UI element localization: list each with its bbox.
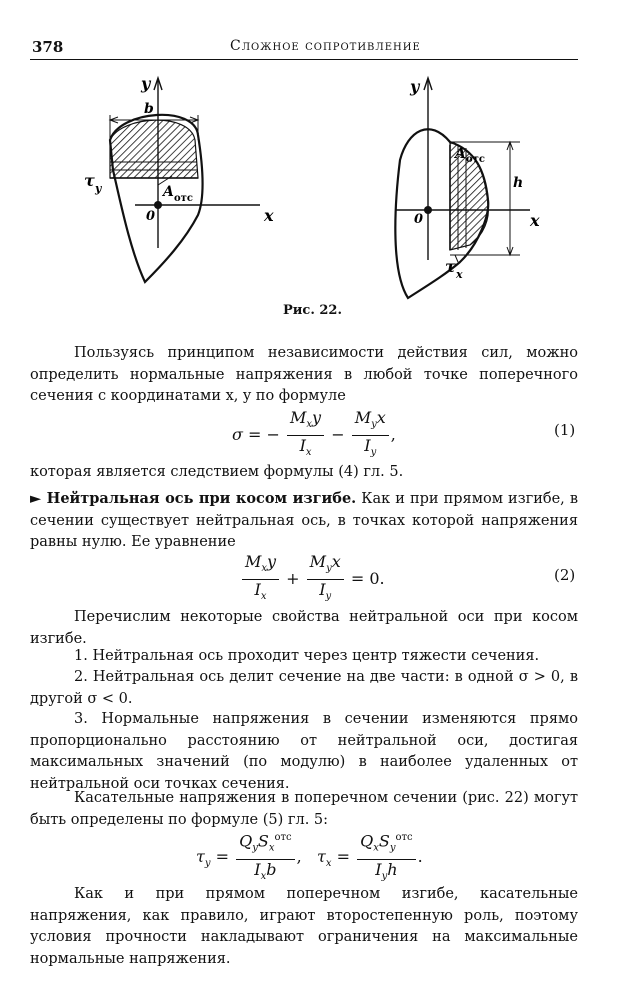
left-y-label: y <box>141 74 151 93</box>
paragraph-6: Как и при прямом поперечном изгибе, касательные напряжения, как правило, играют второстепенную роль, поэтому условия прочности накладывают ограничения на максимальные нормальные напряжения. <box>30 886 578 967</box>
list-item-2: 2. Нейтральная ось делит сечение на две части: в одной σ > 0, в другой σ < 0. <box>30 669 578 707</box>
paragraph-2: которая является следствием формулы (4) гл. 5. <box>30 464 404 480</box>
list-item-3: 3. Нормальные напряжения в сечении изменяются прямо пропорционально расстоянию от нейтральной оси, достигая максимальных значений (по модулю) в наиболее удаленных от нейтральной оси точках сечения. <box>30 711 578 792</box>
equation-1: σ = − $\frac{M_xy}{I_x}$ − $\frac{M_yx}{I_y}$ , <box>232 408 396 459</box>
right-h-label: h <box>513 175 524 191</box>
left-hatched-area <box>110 120 198 178</box>
left-b-label: b <box>144 101 154 117</box>
right-A-sub: отс <box>466 154 485 165</box>
left-tau-sub: y <box>95 182 102 195</box>
right-tau-label: τ <box>445 257 456 276</box>
section-heading: ► Нейтральная ось при косом изгибе. <box>30 490 357 507</box>
page-number: 378 <box>32 38 64 56</box>
figure-22 <box>0 0 625 300</box>
right-y-label: y <box>410 77 420 96</box>
equation-2: $\frac{M_xy}{I_x}$ + $\frac{M_yx}{I_y}$ = 0. <box>240 552 385 607</box>
left-tau-label: τ <box>84 171 95 190</box>
paragraph-1: Пользуясь принципом независимости действия сил, можно определить нормальные напряжения в любой точке поперечного сечения с координатами x, y по формуле <box>30 345 578 404</box>
paragraph-5: Касательные напряжения в поперечном сечении (рис. 22) могут быть определены по формуле (5) гл. 5: <box>30 790 578 828</box>
right-A-label: A <box>455 146 466 162</box>
paragraph-4: Перечислим некоторые свойства нейтральной оси при косом изгибе. <box>30 609 578 647</box>
right-tau-sub: x <box>456 268 463 281</box>
left-section-diagram <box>110 78 260 282</box>
right-x-label: x <box>530 211 540 230</box>
equation-2-number: (2) <box>554 566 576 584</box>
right-origin: 0 <box>414 212 424 227</box>
list-item-1: 1. Нейтральная ось проходит через центр тяжести сечения. <box>74 648 540 664</box>
figure-caption: Рис. 22. <box>282 303 342 318</box>
left-A-label: A <box>163 184 174 200</box>
paragraph-3: ► Нейтральная ось при косом изгибе. Как и при прямом изгибе, в сечении существует нейтральная ось, в точках которой напряжения равны нулю. Ее уравнение <box>30 490 578 550</box>
equation-1-number: (1) <box>554 421 576 439</box>
left-x-label: x <box>264 206 274 225</box>
left-origin: 0 <box>146 209 156 224</box>
equation-tau: $\tau_y$ = $\frac{Q_yS_x^{отс}}{I_xb}$ , $\tau_x$ = $\frac{Q_xS_y^{отс}}{I_yh}$ . <box>196 828 423 887</box>
running-title: Сложное сопротивление <box>230 38 421 54</box>
right-section-diagram <box>395 78 530 298</box>
left-A-sub: отс <box>174 193 193 204</box>
